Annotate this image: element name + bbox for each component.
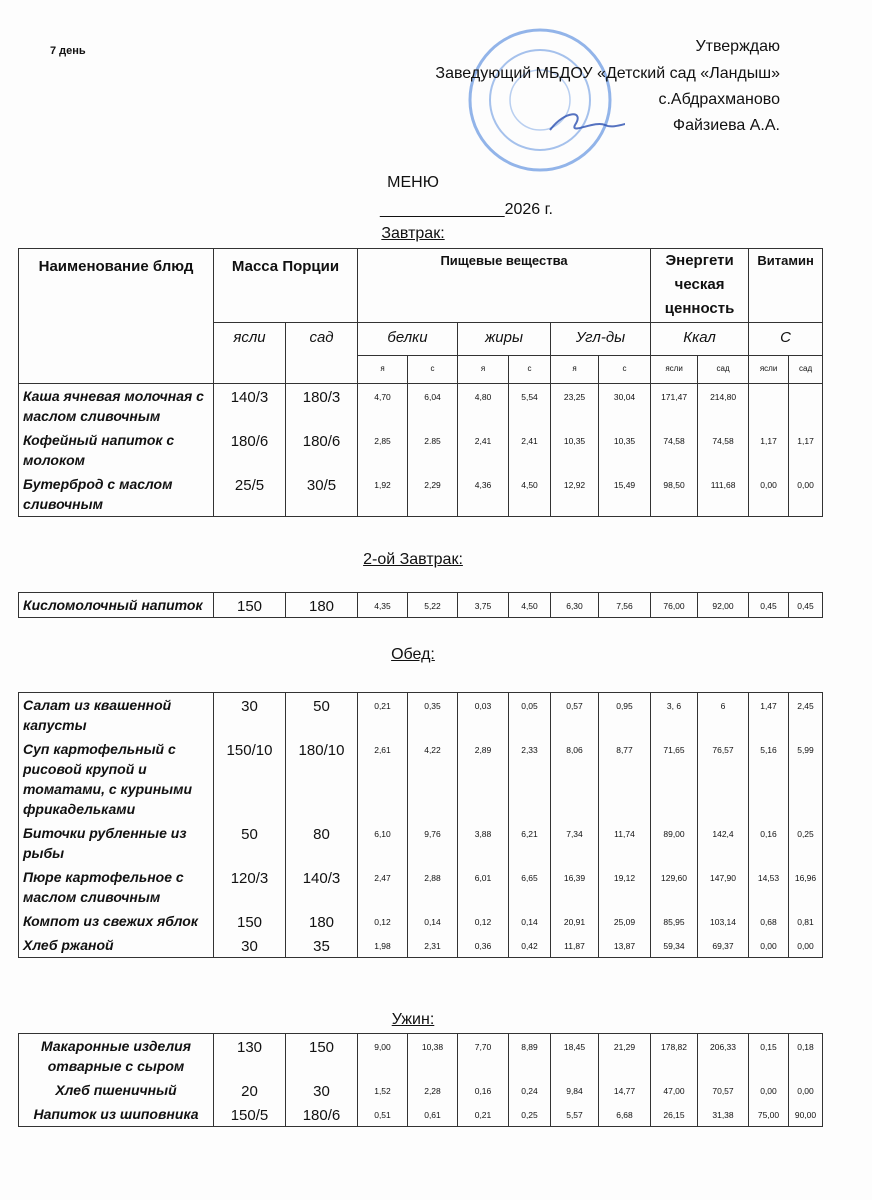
dish-name: Компот из свежих яблок [19, 909, 214, 933]
nutrient-value: 5,16 [749, 737, 789, 821]
page-title: МЕНЮ [387, 174, 439, 191]
mass-yasli: 150 [214, 593, 286, 618]
nutrient-value: 4,50 [509, 593, 551, 618]
dish-row [19, 1078, 823, 1102]
mass-sad: 180/6 [286, 1102, 358, 1127]
nutrient-value: 6 [698, 693, 749, 738]
nutrient-value: 11,87 [551, 933, 599, 958]
nutrient-value: 0,00 [789, 1078, 823, 1102]
nutrient-value: 2,61 [358, 737, 408, 821]
nutrient-value: 23,25 [551, 384, 599, 429]
dish-row [19, 593, 823, 618]
nutrient-value: 2,88 [408, 865, 458, 909]
nutrient-value: 0,15 [749, 1034, 789, 1079]
nutrient-value: 0,51 [358, 1102, 408, 1127]
nutrient-value: 6,01 [458, 865, 509, 909]
nutrient-value: 21,29 [599, 1034, 651, 1079]
nutrient-value: 70,57 [698, 1078, 749, 1102]
sub-header-s: с [509, 356, 551, 384]
nutrient-value: 0,24 [509, 1078, 551, 1102]
nutrient-value: 0,00 [749, 933, 789, 958]
mass-yasli: 180/6 [214, 428, 286, 472]
dish-name: Каша ячневая молочная с маслом сливочным [19, 384, 214, 429]
nutrient-value: 178,82 [651, 1034, 698, 1079]
nutrient-value: 6,04 [408, 384, 458, 429]
nutrient-value: 20,91 [551, 909, 599, 933]
nutrient-value: 5,99 [789, 737, 823, 821]
nutrient-value: 0,12 [358, 909, 408, 933]
mass-yasli: 130 [214, 1034, 286, 1079]
nutrient-value: 0,05 [509, 693, 551, 738]
village-name: с.Абдрахманово [658, 91, 780, 108]
nutrient-value: 4,80 [458, 384, 509, 429]
sub-header-yasli: ясли [749, 356, 789, 384]
col-header-fats: жиры [458, 323, 551, 356]
nutrient-value: 13,87 [599, 933, 651, 958]
nutrient-value [789, 384, 823, 429]
nutrient-value: 9,76 [408, 821, 458, 865]
dish-name: Биточки рубленные из рыбы [19, 821, 214, 865]
nutrient-value: 75,00 [749, 1102, 789, 1127]
nutrient-value: 92,00 [698, 593, 749, 618]
nutrient-value: 85,95 [651, 909, 698, 933]
nutrient-value: 0,95 [599, 693, 651, 738]
col-header-name: Наименование блюд [19, 249, 214, 384]
sub-header-sad: сад [698, 356, 749, 384]
nutrient-value: 2,31 [408, 933, 458, 958]
dish-name: Напиток из шиповника [19, 1102, 214, 1127]
dish-row [19, 428, 823, 472]
section-title-dinner: Ужин: [391, 1011, 435, 1028]
mass-yasli: 25/5 [214, 472, 286, 517]
mass-sad: 30/5 [286, 472, 358, 517]
nutrient-value: 59,34 [651, 933, 698, 958]
nutrient-value: 0,81 [789, 909, 823, 933]
nutrient-value: 2,89 [458, 737, 509, 821]
nutrient-value: 0,16 [749, 821, 789, 865]
lunch-table [18, 692, 823, 958]
mass-sad: 50 [286, 693, 358, 738]
dish-row [19, 909, 823, 933]
nutrient-value: 2,29 [408, 472, 458, 517]
nutrient-value: 10,35 [599, 428, 651, 472]
nutrient-value: 171,47 [651, 384, 698, 429]
nutrient-value: 5,57 [551, 1102, 599, 1127]
breakfast-table [18, 248, 823, 517]
nutrient-value: 9,84 [551, 1078, 599, 1102]
nutrient-value: 69,37 [698, 933, 749, 958]
nutrient-value: 74,58 [651, 428, 698, 472]
nutrient-value: 76,57 [698, 737, 749, 821]
nutrient-value: 89,00 [651, 821, 698, 865]
nutrient-value: 0,00 [789, 472, 823, 517]
nutrient-value: 0,14 [408, 909, 458, 933]
mass-yasli: 150/5 [214, 1102, 286, 1127]
nutrient-value: 4,35 [358, 593, 408, 618]
mass-sad: 180/10 [286, 737, 358, 821]
nutrient-value: 206,33 [698, 1034, 749, 1079]
nutrient-value: 147,90 [698, 865, 749, 909]
nutrient-value: 26,15 [651, 1102, 698, 1127]
nutrient-value: 16,39 [551, 865, 599, 909]
nutrient-value: 0,16 [458, 1078, 509, 1102]
nutrient-value: 7,70 [458, 1034, 509, 1079]
nutrient-value: 6,68 [599, 1102, 651, 1127]
col-header-vitamin-c: С [749, 323, 823, 356]
mass-sad: 35 [286, 933, 358, 958]
col-header-energy: Энергети ческая ценность [651, 249, 749, 323]
sub-header-sad: сад [789, 356, 823, 384]
nutrient-value: 0,25 [509, 1102, 551, 1127]
nutrient-value: 0,12 [458, 909, 509, 933]
second-breakfast-table [18, 592, 823, 618]
nutrient-value: 0,45 [789, 593, 823, 618]
nutrient-value: 10,38 [408, 1034, 458, 1079]
nutrient-value: 3,75 [458, 593, 509, 618]
dish-name: Кофейный напиток с молоком [19, 428, 214, 472]
nutrient-value: 0,36 [458, 933, 509, 958]
col-header-yasli: ясли [214, 323, 286, 384]
section-title-lunch: Обед: [391, 646, 435, 663]
sub-header-yasli: ясли [651, 356, 698, 384]
nutrient-value: 0,61 [408, 1102, 458, 1127]
dish-row [19, 1034, 823, 1079]
nutrient-value: 0,57 [551, 693, 599, 738]
nutrient-value: 19,12 [599, 865, 651, 909]
nutrient-value: 2,33 [509, 737, 551, 821]
nutrient-value: 1,17 [789, 428, 823, 472]
nutrient-value: 2,41 [509, 428, 551, 472]
dish-name: Хлеб пшеничный [19, 1078, 214, 1102]
mass-sad: 80 [286, 821, 358, 865]
nutrient-value: 6,10 [358, 821, 408, 865]
sub-header-ya: я [358, 356, 408, 384]
nutrient-value: 1,47 [749, 693, 789, 738]
col-header-carbs: Угл-ды [551, 323, 651, 356]
nutrient-value: 2,47 [358, 865, 408, 909]
sub-header-ya: я [458, 356, 509, 384]
nutrient-value: 6,65 [509, 865, 551, 909]
nutrient-value: 4,50 [509, 472, 551, 517]
nutrient-value: 142,4 [698, 821, 749, 865]
nutrient-value: 0,45 [749, 593, 789, 618]
nutrient-value: 2,28 [408, 1078, 458, 1102]
nutrient-value: 31,38 [698, 1102, 749, 1127]
nutrient-value: 71,65 [651, 737, 698, 821]
nutrient-value: 0,03 [458, 693, 509, 738]
dish-row [19, 737, 823, 821]
nutrient-value: 12,92 [551, 472, 599, 517]
mass-yasli: 120/3 [214, 865, 286, 909]
nutrient-value: 129,60 [651, 865, 698, 909]
nutrient-value: 25,09 [599, 909, 651, 933]
dish-name: Хлеб ржаной [19, 933, 214, 958]
sub-header-s: с [599, 356, 651, 384]
mass-sad: 150 [286, 1034, 358, 1079]
nutrient-value: 5,54 [509, 384, 551, 429]
mass-sad: 140/3 [286, 865, 358, 909]
nutrient-value: 4,22 [408, 737, 458, 821]
col-header-kcal: Ккал [651, 323, 749, 356]
nutrient-value: 2,45 [789, 693, 823, 738]
nutrient-value: 111,68 [698, 472, 749, 517]
nutrient-value: 0,21 [458, 1102, 509, 1127]
nutrient-value: 90,00 [789, 1102, 823, 1127]
menu-date: ______________2026 г. [380, 201, 553, 218]
sub-header-ya: я [551, 356, 599, 384]
dish-row [19, 821, 823, 865]
mass-sad: 180 [286, 593, 358, 618]
col-header-nutrients: Пищевые вещества [358, 249, 651, 323]
dish-name: Кисломолочный напиток [19, 593, 214, 618]
nutrient-value: 1,17 [749, 428, 789, 472]
nutrient-value: 0,00 [749, 472, 789, 517]
nutrient-value: 3,88 [458, 821, 509, 865]
nutrient-value: 2.85 [408, 428, 458, 472]
nutrient-value: 214,80 [698, 384, 749, 429]
mass-sad: 180/3 [286, 384, 358, 429]
nutrient-value: 16,96 [789, 865, 823, 909]
approve-label: Утверждаю [695, 38, 780, 55]
nutrient-value: 0,35 [408, 693, 458, 738]
nutrient-value: 14,53 [749, 865, 789, 909]
col-header-mass: Масса Порции [214, 249, 358, 323]
dish-name: Пюре картофельное с маслом сливочным [19, 865, 214, 909]
mass-yasli: 140/3 [214, 384, 286, 429]
nutrient-value: 0,42 [509, 933, 551, 958]
nutrient-value: 6,21 [509, 821, 551, 865]
nutrient-value: 0,21 [358, 693, 408, 738]
section-title-breakfast: Завтрак: [381, 225, 445, 242]
nutrient-value: 47,00 [651, 1078, 698, 1102]
nutrient-value: 0,00 [789, 933, 823, 958]
nutrient-value: 7,34 [551, 821, 599, 865]
day-label: 7 день [50, 45, 86, 57]
section-title-second-breakfast: 2-ой Завтрак: [363, 551, 463, 568]
signatory-name: Файзиева А.А. [672, 117, 780, 134]
mass-yasli: 150/10 [214, 737, 286, 821]
dish-row [19, 1102, 823, 1127]
nutrient-value: 8,06 [551, 737, 599, 821]
mass-sad: 180 [286, 909, 358, 933]
dish-name: Бутерброд с маслом сливочным [19, 472, 214, 517]
dish-row [19, 472, 823, 517]
nutrient-value: 30,04 [599, 384, 651, 429]
col-header-sad: сад [286, 323, 358, 384]
director-position: Заведующий МБДОУ «Детский сад «Ландыш» [435, 65, 780, 82]
sub-header-s: с [408, 356, 458, 384]
nutrient-value: 1,52 [358, 1078, 408, 1102]
nutrient-value: 14,77 [599, 1078, 651, 1102]
dish-row [19, 384, 823, 429]
dish-name: Макаронные изделия отварные с сыром [19, 1034, 214, 1079]
nutrient-value: 3, 6 [651, 693, 698, 738]
nutrient-value: 8,77 [599, 737, 651, 821]
dish-name: Салат из квашенной капусты [19, 693, 214, 738]
nutrient-value: 103,14 [698, 909, 749, 933]
nutrient-value: 4,36 [458, 472, 509, 517]
mass-sad: 180/6 [286, 428, 358, 472]
nutrient-value: 11,74 [599, 821, 651, 865]
dish-row [19, 933, 823, 958]
nutrient-value: 0,00 [749, 1078, 789, 1102]
nutrient-value: 10,35 [551, 428, 599, 472]
dish-row [19, 693, 823, 738]
dish-name: Суп картофельный с рисовой крупой и томатами, с куриными фрикадельками [19, 737, 214, 821]
mass-yasli: 150 [214, 909, 286, 933]
nutrient-value: 15,49 [599, 472, 651, 517]
nutrient-value: 98,50 [651, 472, 698, 517]
nutrient-value: 1,98 [358, 933, 408, 958]
nutrient-value: 8,89 [509, 1034, 551, 1079]
mass-yasli: 30 [214, 933, 286, 958]
nutrient-value: 6,30 [551, 593, 599, 618]
mass-yasli: 30 [214, 693, 286, 738]
nutrient-value: 18,45 [551, 1034, 599, 1079]
nutrient-value: 7,56 [599, 593, 651, 618]
nutrient-value: 0,25 [789, 821, 823, 865]
nutrient-value: 4,70 [358, 384, 408, 429]
nutrient-value: 0,18 [789, 1034, 823, 1079]
col-header-vitamin: Витамин [749, 249, 823, 323]
nutrient-value: 0,68 [749, 909, 789, 933]
nutrient-value: 76,00 [651, 593, 698, 618]
col-header-proteins: белки [358, 323, 458, 356]
stamp-seal [455, 25, 625, 175]
nutrient-value: 1,92 [358, 472, 408, 517]
nutrient-value: 9,00 [358, 1034, 408, 1079]
nutrient-value: 5,22 [408, 593, 458, 618]
nutrient-value: 2,85 [358, 428, 408, 472]
mass-yasli: 50 [214, 821, 286, 865]
dinner-table [18, 1033, 823, 1127]
nutrient-value: 74,58 [698, 428, 749, 472]
nutrient-value: 2,41 [458, 428, 509, 472]
mass-sad: 30 [286, 1078, 358, 1102]
mass-yasli: 20 [214, 1078, 286, 1102]
nutrient-value [749, 384, 789, 429]
nutrient-value: 0,14 [509, 909, 551, 933]
dish-row [19, 865, 823, 909]
